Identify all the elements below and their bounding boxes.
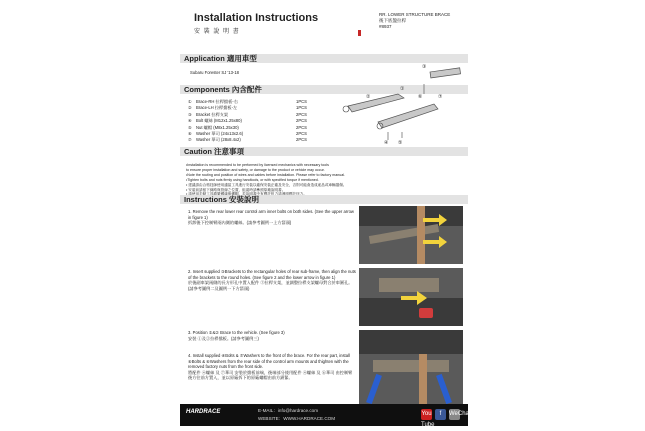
footer-website[interactable]: WEBSITE：WWW.HARDRACE.COM [258, 416, 336, 421]
step-1: 1. Remove the rear lower rear control arm inner bolts on both sides. (See the upper arrow in figure 1) 拆卸後下控制臂兩內側的螺絲。(請參考圖例一上方箭頭) [188, 209, 354, 226]
figure-2-arrow [399, 288, 429, 308]
instructions-heading: Instructions 安裝說明 [180, 195, 468, 204]
components-heading: Components 內含配件 [180, 85, 468, 94]
label-1: ① [400, 86, 405, 92]
footer-contact [258, 407, 335, 423]
step-2: 2. Insert supplied ③Brackets to the rectangular holes of rear sub-frame, then align the nuts of the brackets to the round holes. (See figure 2 and the lower arrow in figure 1) 於後副車架兩側的長方形孔中置入配件 ③拉桿支架，並調整拉桿支架螺母對合於車圓孔。(請參考圖例二及圖例一下方箭頭) [188, 269, 356, 291]
parts-row: ⑥ Washer 華司 (24x13x2.6) 2PCS [188, 131, 307, 137]
accent-bar [358, 30, 361, 36]
label-4: ④ [384, 140, 389, 146]
bracket-drawing [430, 68, 461, 78]
parts-row: ③ Bracket 拉桿支架 2PCS [188, 111, 307, 117]
instruction-sheet [178, 8, 468, 426]
brace-right-marker [436, 374, 452, 404]
brace-rh-drawing [348, 94, 404, 112]
figure-1-arrows [419, 212, 449, 252]
parts-row: ④ Bolt 螺絲 (M12x1.25x80) 2PCS [188, 118, 307, 124]
step-3: 3. Position ①&② Brace to the vehicle. (See figure 3) 安裝 ①及②拉桿擋板。(請參考圖例三) [188, 330, 285, 341]
caution-text: •Installation is recommended to be performed by licensed mechanics with necessary tools to ensure proper installation and safety, or damage to the product or vehicle may occur. •Note the routing and position of wires and cables before installation. Please refer to factory manual. •Tighten bolts and nuts firmly using handtools, or with specified torque if mentioned. • 建議請由合格技師使用適當工具進行安裝以確保安裝正確及安全，否則可能會造成產品或車輛損傷。 • 安裝前請留下線路與管線之位置，組裝時請參照原廠說明書。 [186, 163, 347, 192]
product-name: RR. LOWER STRUCTURE BRACE [379, 12, 451, 17]
parts-list [188, 99, 307, 144]
social-icons [421, 409, 471, 428]
label-3: ③ [422, 64, 427, 70]
figure-3-photo [359, 330, 463, 410]
footer-email[interactable]: E-MAIL：info@hardrace.com [258, 408, 319, 413]
document-subtitle: 安 裝 說 明 書 [194, 29, 240, 35]
product-name-zh: 後下底盤拉桿 [379, 18, 406, 23]
label-7: ⑦ [438, 94, 443, 100]
document-title: Installation Instructions [194, 12, 319, 24]
parts-row: ⑦ Washer 華司 (28x8.4x2) 2PCS [188, 137, 307, 143]
red-tool-icon [419, 308, 433, 318]
facebook-icon[interactable]: f [435, 409, 446, 420]
footer-bar [180, 404, 471, 428]
label-2: ② [366, 94, 371, 100]
figure-1-photo [359, 206, 463, 264]
eye-end-1 [343, 106, 349, 112]
brace-lh-drawing [378, 104, 438, 128]
label-5: ⑤ [398, 140, 403, 146]
parts-row: ⑤ Nut 螺帽 (M8x1.25x30) 2PCS [188, 124, 307, 130]
parts-row: ① Brace-RH 拉桿擋板-右 1PCS [188, 99, 307, 104]
product-info [379, 12, 450, 30]
brace-left-marker [366, 374, 382, 404]
product-code: #8937 [379, 24, 392, 29]
hardrace-logo: HARDRACE [186, 409, 221, 415]
application-vehicle: Subaru Forester SJ '13-18 [190, 70, 239, 75]
parts-diagram [338, 54, 466, 146]
step-4: 4. Install supplied ④Bolts & ⑦Washers to the front of the brace. For the rear part, install ⑥Bolts & ⑥Washers from the rear side of the control arm mounts and thighten with the removed factory nuts from the front side. 將配件 ④螺絲 及 ⑦華司 安裝於擋板前端，後端部分使用配件 ④螺絲 及 ⑥華司 由控制臂後方往前方置入，並以原廠拆下的原廠螺帽由前方鎖緊。 [188, 353, 353, 381]
figure-2-photo [359, 268, 463, 326]
parts-row: ② Brace-LH 拉桿擋板-左 1PCS [188, 105, 307, 111]
youtube-icon[interactable]: You Tube [421, 411, 435, 428]
caution-heading: Caution 注意事項 [180, 147, 468, 156]
application-heading: Application 適用車型 [180, 54, 468, 63]
wechat-icon[interactable]: WeChat [449, 409, 460, 420]
label-6: ⑥ [418, 94, 423, 100]
